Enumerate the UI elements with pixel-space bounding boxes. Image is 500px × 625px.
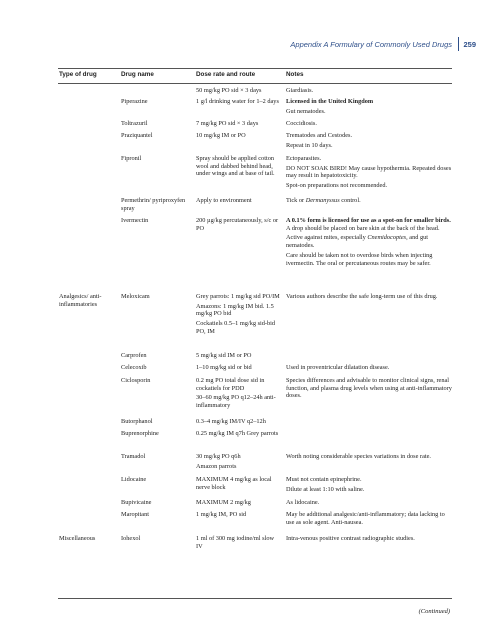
drug-name: Meloxicam: [121, 293, 150, 300]
drug-name: Ivermectin: [121, 217, 149, 224]
column-header-notes: Notes: [286, 71, 304, 78]
header-divider: [458, 37, 460, 51]
drug-name: Iohexol: [121, 535, 141, 542]
drug-name: Celecoxib: [121, 364, 147, 371]
dose-cell: 10 mg/kg IM or PO: [196, 132, 246, 139]
table-bottom-rule: [58, 598, 452, 599]
notes-cell: May be additional analgesic/anti-inflammatory; data lacking to use as sole agent. Anti-nausea.: [286, 511, 445, 526]
dose-cell: Grey parrots: 1 mg/kg sid PO/IM Amazons: 1 mg/kg IM bid. 1.5 mg/kg PO bid Cockatiels 0.5–1 mg/kg sid-bid PO, IM: [196, 293, 280, 335]
dose-cell: 1 g/l drinking water for 1–2 days: [196, 98, 279, 105]
notes-cell: Giardiasis.: [286, 87, 314, 94]
drug-type: Miscellaneous: [59, 535, 96, 542]
notes-cell: Licensed in the United Kingdom Gut nematodes.: [286, 98, 374, 115]
drug-name: Ciclosporin: [121, 377, 151, 384]
dose-cell: 1–10 mg/kg sid or bid: [196, 364, 252, 371]
drug-name: Bupivicaine: [121, 499, 152, 506]
drug-name: Maropitant: [121, 511, 149, 518]
notes-cell: Tick or Dermanyssus control.: [286, 197, 361, 204]
drug-type: Analgesics/ anti- inflammatories: [59, 293, 102, 308]
page-number: 259: [463, 40, 476, 49]
notes-cell: Worth noting considerable species variations in dose rate.: [286, 453, 431, 460]
table-header-rule: [58, 83, 452, 84]
notes-cell: Intra-venous positive contrast radiographic studies.: [286, 535, 415, 542]
running-header: [0, 40, 500, 56]
notes-cell: Various authors describe the safe long-term use of this drug.: [286, 293, 438, 300]
notes-cell: Ectoparasites. DO NOT SOAK BIRD! May cause hypothermia. Repeated doses may result in hepatotoxicity. Spot-on preparations not recommended.: [286, 155, 452, 190]
dose-cell: 5 mg/kg sid IM or PO: [196, 352, 252, 359]
dose-cell: Apply to environment: [196, 197, 252, 204]
notes-cell: Coccidiosis.: [286, 120, 317, 127]
notes-cell: Trematodes and Cestodes. Repeat in 10 days.: [286, 132, 353, 149]
dose-cell: 50 mg/kg PO sid × 3 days: [196, 87, 262, 94]
notes-cell: Must not contain epinephrine. Dilute at least 1:10 with saline.: [286, 476, 365, 493]
drug-name: Permethrin/ pyriproxyfen spray: [121, 197, 186, 212]
drug-name: Fipronil: [121, 155, 142, 162]
dose-cell: 1 mg/kg IM, PO sid: [196, 511, 247, 518]
notes-cell: As lidocaine.: [286, 499, 320, 506]
continued-note: (Continued): [418, 608, 450, 615]
drug-name: Piperazine: [121, 98, 148, 105]
drug-name: Carprofen: [121, 352, 147, 359]
dose-cell: 30 mg/kg PO q6h Amazon parrots: [196, 453, 241, 470]
table-top-rule: [58, 68, 452, 69]
column-header-drug: Drug name: [121, 71, 154, 78]
running-title: Appendix A Formulary of Commonly Used Drugs: [290, 40, 452, 49]
drug-name: Tramadol: [121, 453, 146, 460]
column-header-dose: Dose rate and route: [196, 71, 256, 78]
dose-cell: 0.25 mg/kg IM q7h Grey parrots: [196, 430, 279, 437]
notes-cell: A 0.1% form is licensed for use as a spot-on for smaller birds. A drop should be placed on bare skin at the back of the head. Active against mites, especially Cnemidocoptes, and gut nematodes. Care should be taken not to overdose birds when injecting ivermectin. The oral or percutaneous routes may be safer.: [286, 217, 451, 267]
dose-cell: Spray should be applied cotton wool and dabbed behind head, under wings and at base of tail.: [196, 155, 275, 178]
drug-name: Praziquantel: [121, 132, 153, 139]
notes-cell: Species differences and advisable to monitor clinical signs, renal function, and plasma drug levels when using at anti-inflammatory doses.: [286, 377, 452, 400]
drug-name: Toltrazuril: [121, 120, 148, 127]
dose-cell: 7 mg/kg PO sid × 3 days: [196, 120, 259, 127]
drug-name: Buprenorphine: [121, 430, 159, 437]
drug-name: Butorphanol: [121, 418, 153, 425]
drug-name: Lidocaine: [121, 476, 147, 483]
column-header-type: Type of drug: [59, 71, 97, 78]
dose-cell: MAXIMUM 4 mg/kg as local nerve block: [196, 476, 272, 491]
dose-cell: 200 µg/kg percutaneously, s/c or PO: [196, 217, 279, 232]
dose-cell: MAXIMUM 2 mg/kg: [196, 499, 251, 506]
dose-cell: 1 ml of 300 mg iodine/ml slow IV: [196, 535, 275, 550]
dose-cell: 0.3–4 mg/kg IM/IV q2–12h: [196, 418, 266, 425]
dose-cell: 0.2 mg PO total dose sid in cockatiels for PDD 30–60 mg/kg PO q12–24h anti-inflammatory: [196, 377, 276, 410]
notes-cell: Used in proventricular dilatation disease.: [286, 364, 390, 371]
